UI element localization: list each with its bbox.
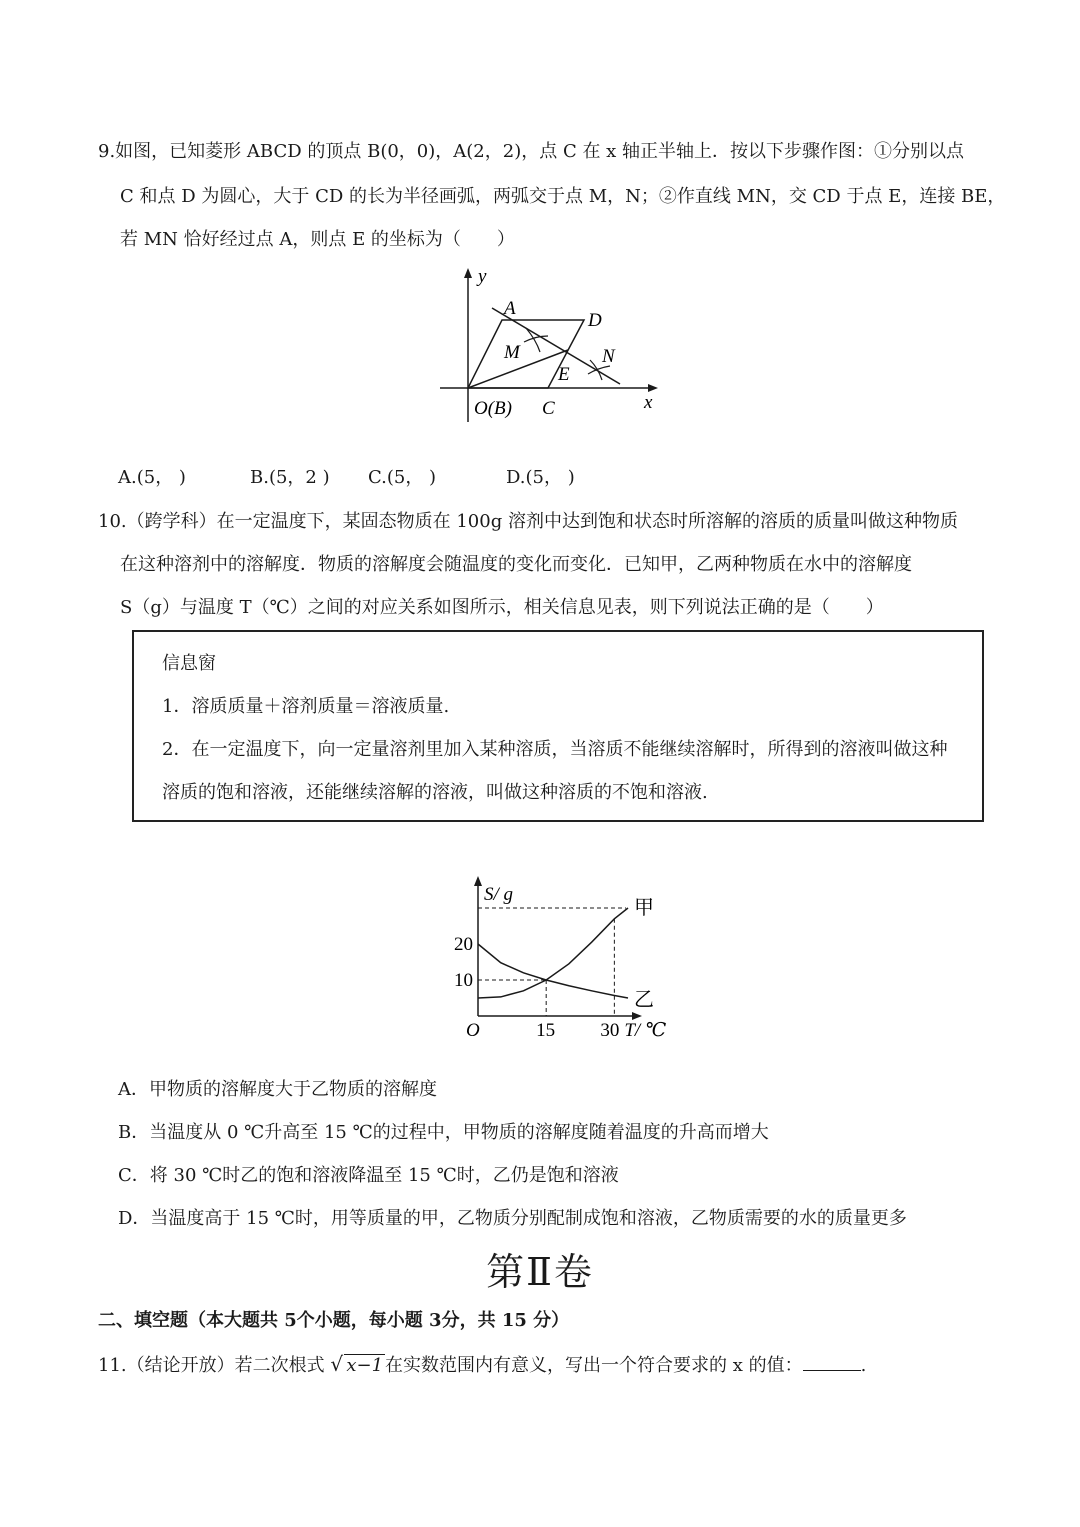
- q10-option-d: D．当温度高于 15 ℃时，用等质量的甲，乙物质分别配制成饱和溶液，乙物质需要的水的质量更多: [118, 1208, 907, 1229]
- x-axis-arrow: [648, 384, 658, 392]
- series-line-yi: [478, 944, 628, 998]
- info-title: 信息窗: [162, 653, 216, 674]
- label-m: M: [504, 342, 520, 363]
- series-label-yi: 乙: [634, 989, 654, 1011]
- q11-radicand: x−1: [346, 1355, 384, 1376]
- q11-suffix: 在实数范围内有意义，写出一个符合要求的 x 的值：: [385, 1355, 803, 1376]
- q9-line2: C 和点 D 为圆心，大于 CD 的长为半径画弧，两弧交于点 M，N；②作直线 MN，交 CD 于点 E，连接 BE，: [120, 186, 1006, 207]
- q10-line2: 在这种溶剂中的溶解度．物质的溶解度会随温度的变化而变化．已知甲，乙两种物质在水中的溶解度: [120, 554, 912, 575]
- q9-option-c: C.(5， ): [368, 467, 437, 488]
- info-item-1: 1．溶质质量＋溶剂质量＝溶液质量.: [162, 696, 450, 717]
- series-label-jia: 甲: [634, 897, 654, 919]
- info-item-2b: 溶质的饱和溶液，还能继续溶解的溶液，叫做这种溶质的不饱和溶液.: [162, 782, 708, 803]
- q11-answer-blank[interactable]: [803, 1354, 861, 1371]
- chart-y-arrow: [474, 876, 482, 886]
- info-window: [132, 630, 984, 822]
- q11-end: .: [860, 1355, 867, 1376]
- label-origin: O(B): [474, 398, 512, 419]
- chart-x-label: T/ ℃: [624, 1020, 667, 1041]
- y-tick-20: 20: [454, 934, 473, 955]
- chart-x-arrow: [632, 1012, 642, 1020]
- q11-prefix: 11.（结论开放）若二次根式: [98, 1355, 331, 1376]
- q9-option-a: A.(5， ): [118, 467, 186, 488]
- q11-sqrt: √ x−1: [330, 1352, 384, 1376]
- x-tick-15: 15: [536, 1020, 556, 1041]
- label-a: A: [504, 298, 516, 319]
- q10-option-c: C．将 30 ℃时乙的饱和溶液降温至 15 ℃时，乙仍是饱和溶液: [118, 1165, 619, 1186]
- chart-origin-label: O: [466, 1020, 480, 1041]
- q10-option-b: B．当温度从 0 ℃升高至 15 ℃的过程中，甲物质的溶解度随着温度的升高而增大: [118, 1122, 769, 1143]
- solubility-chart: [440, 872, 667, 1042]
- q10-option-a: A．甲物质的溶解度大于乙物质的溶解度: [118, 1079, 437, 1100]
- q9-line3: 若 MN 恰好经过点 A，则点 E 的坐标为（ ）: [120, 229, 515, 250]
- section-title: 第Ⅱ卷: [486, 1250, 594, 1294]
- label-y: y: [478, 266, 487, 287]
- x-tick-30: 30: [600, 1020, 620, 1041]
- q9-option-d: D.(5， ): [506, 467, 575, 488]
- section-heading: 二、填空题（本大题共 5个小题，每小题 3分，共 15 分）: [98, 1310, 570, 1331]
- q10-line1: 10.（跨学科）在一定温度下，某固态物质在 100g 溶剂中达到饱和状态时所溶解的溶质的质量叫做这种物质: [98, 511, 958, 532]
- info-item-2a: 2．在一定温度下，向一定量溶剂里加入某种溶质，当溶质不能继续溶解时，所得到的溶液叫做这种: [162, 739, 948, 760]
- series-line-jia: [478, 908, 628, 998]
- label-c: C: [542, 398, 555, 419]
- y-axis-arrow: [464, 268, 472, 278]
- q9-option-b: B.(5，2 ): [250, 467, 330, 488]
- q10-line3: S（g）与温度 T（℃）之间的对应关系如图所示，相关信息见表，则下列说法正确的是（ ）: [120, 597, 884, 618]
- q11-line: [98, 1354, 866, 1378]
- label-d: D: [588, 310, 602, 331]
- label-n: N: [602, 346, 615, 367]
- chart-y-label: S/ g: [484, 884, 514, 905]
- y-tick-10: 10: [454, 970, 473, 991]
- q9-line1: 9.如图，已知菱形 ABCD 的顶点 B(0，0)，A(2，2)，点 C 在 x 轴正半轴上．按以下步骤作图：①分别以点: [98, 141, 965, 162]
- label-x: x: [644, 392, 653, 413]
- label-e: E: [558, 364, 570, 385]
- rhombus-figure: [436, 262, 666, 432]
